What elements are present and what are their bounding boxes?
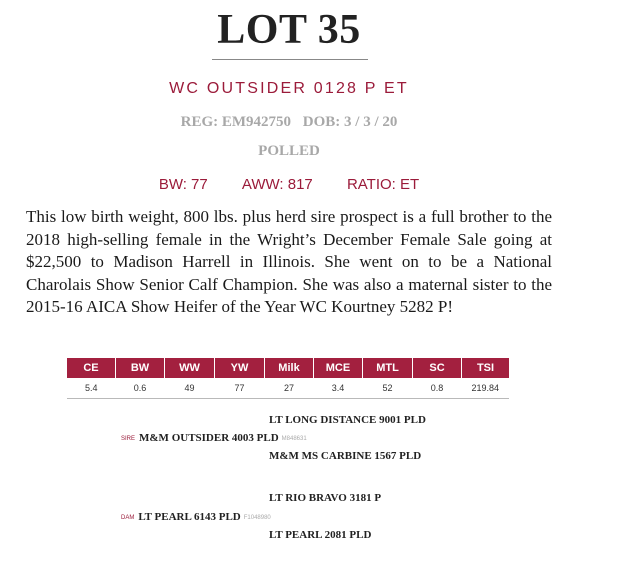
sire-tag: SIRE [121,436,136,442]
epd-value: 49 [165,378,215,399]
epd-header: MTL [363,358,413,378]
registration-line [0,114,578,131]
ratio: RATIO: ET [346,176,420,193]
epd-header: CE [67,358,116,378]
epd-header: BW [116,358,165,378]
weight-stats [0,176,578,193]
epd-value-row [67,378,509,399]
polled-status: POLLED [258,143,320,159]
pedigree-dam [121,511,271,523]
sire-name: M&M OUTSIDER 4003 PLD [139,432,279,444]
pedigree-dam-dam: LT PEARL 2081 PLD [269,529,372,541]
birth-weight: BW: 77 [158,176,208,193]
epd-header-row [67,358,509,378]
epd-value: 5.4 [67,378,116,399]
lot-title: LOT 35 [217,7,361,53]
epd-value: 52 [363,378,413,399]
epd-header: TSI [462,358,510,378]
epd-value: 3.4 [314,378,363,399]
date-of-birth: DOB: 3 / 3 / 20 [302,114,398,130]
epd-value: 77 [215,378,265,399]
epd-value: 219.84 [462,378,510,399]
pedigree-sire [121,432,307,444]
epd-header: SC [413,358,462,378]
lot-description: This low birth weight, 800 lbs. plus herd sire prospect is a full brother to the 2018 high-selling female in the Wright’s December Female Sale going at $22,500 to Madison Harrell in Illinois. She went on to be a National Charolais Show Senior Calf Champion. She was also a maternal sister to the 2015-16 AICA Show Heifer of the Year WC Kourtney 5282 P! [26,207,552,316]
epd-value: 0.8 [413,378,462,399]
title-divider [212,59,368,60]
dam-registration: F1048980 [243,515,271,521]
epd-header: Milk [265,358,314,378]
epd-value: 0.6 [116,378,165,399]
dam-tag: DAM [121,515,135,521]
animal-name: WC OUTSIDER 0128 P ET [169,80,409,97]
pedigree-sire-sire: LT LONG DISTANCE 9001 PLD [269,414,426,426]
adjusted-weaning-weight: AWW: 817 [241,176,313,193]
epd-header: WW [165,358,215,378]
epd-header: MCE [314,358,363,378]
epd-header: YW [215,358,265,378]
pedigree-dam-sire: LT RIO BRAVO 3181 P [269,492,382,504]
epd-table [67,358,509,399]
pedigree-sire-dam: M&M MS CARBINE 1567 PLD [269,450,422,462]
epd-value: 27 [265,378,314,399]
dam-name: LT PEARL 6143 PLD [138,511,241,523]
sire-registration: M848631 [281,436,307,442]
registration-number: REG: EM942750 [180,114,292,130]
